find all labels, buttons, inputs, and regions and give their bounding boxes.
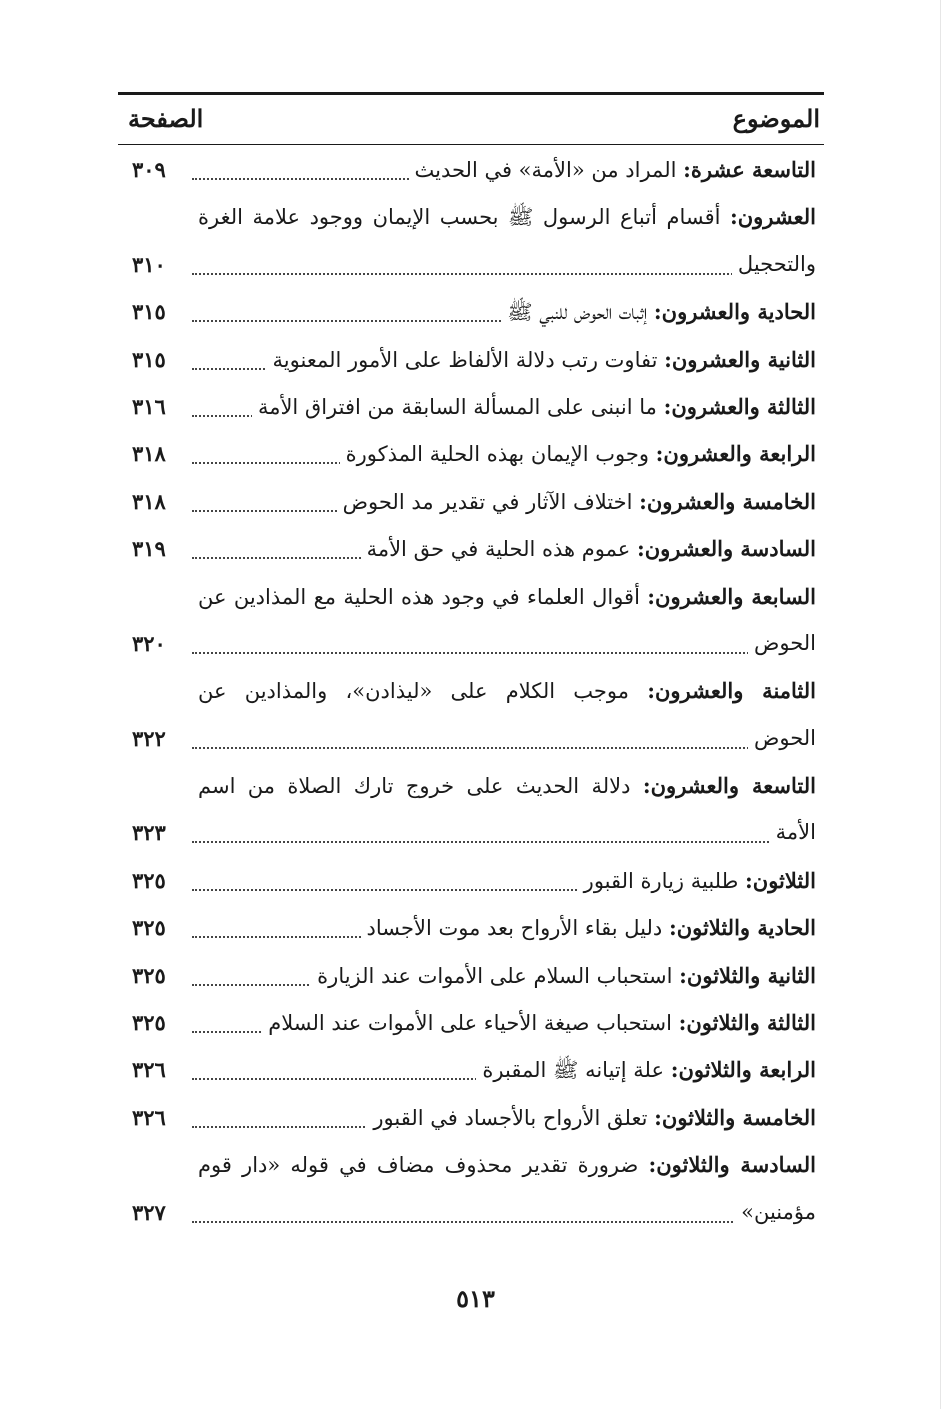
toc-entry-line xyxy=(118,288,824,335)
entry-description: الحوض xyxy=(753,725,816,750)
entry-text xyxy=(192,762,816,810)
entry-page-number: ٣٠٩ xyxy=(132,157,166,182)
entry-description: مؤمنين» xyxy=(741,1199,816,1224)
toc-entry-line xyxy=(118,193,824,240)
entry-title: التاسعة عشرة: xyxy=(683,157,816,182)
entry-text xyxy=(748,620,816,667)
leader-dots xyxy=(192,745,816,749)
toc-entry-line xyxy=(118,525,824,572)
entry-text xyxy=(192,1141,816,1189)
toc-entry-line xyxy=(118,146,824,193)
entry-text xyxy=(367,1094,816,1142)
entry-text xyxy=(192,573,816,621)
entry-description: موجب الكلام على «ليذادن»، والمذادين عن xyxy=(198,679,629,704)
entry-page-number: ٣٢٧ xyxy=(132,1199,166,1225)
toc-entry-line xyxy=(118,478,824,525)
toc-entry-line xyxy=(118,241,824,288)
entry-page-number: ٣٢٦ xyxy=(132,1057,166,1083)
entry-description: علة إتيانه ﷺ المقبرة xyxy=(482,1058,664,1083)
entry-text xyxy=(267,336,816,384)
entry-title: الثالثة والعشرون: xyxy=(663,393,816,419)
entry-title: التاسعة والعشرون: xyxy=(642,773,816,799)
entry-page-number: ٣٢٣ xyxy=(132,820,166,846)
leader-dots xyxy=(192,839,816,843)
entry-title: الخامسة والعشرون: xyxy=(639,488,816,514)
entry-page-number: ٣٢٥ xyxy=(132,962,166,988)
entry-text xyxy=(337,478,816,526)
toc-entry-line xyxy=(118,715,824,762)
toc-entry-line xyxy=(118,383,824,430)
entry-page-number: ٣١٥ xyxy=(132,299,166,325)
entry-page-number: ٣٢٢ xyxy=(132,725,166,751)
entry-description: تعلق الأرواح بالأجساد في القبور xyxy=(373,1105,648,1130)
page-number: ٥١٣ xyxy=(456,1284,495,1313)
entry-title: الرابعة والثلاثون: xyxy=(670,1057,816,1083)
toc-entry-line xyxy=(118,1046,824,1093)
toc-entry-line xyxy=(118,667,824,714)
entry-title: الحادية والعشرون: xyxy=(653,299,816,325)
entry-page-number: ٣٢٥ xyxy=(132,1010,166,1036)
entry-page-number: ٣٢٥ xyxy=(132,915,166,941)
entry-title: الثالثة والثلاثون: xyxy=(678,1010,816,1036)
entry-description: الحوض xyxy=(753,630,816,655)
entry-page-number: ٣١٠ xyxy=(132,251,166,277)
entry-description: أقسام أتباع الرسول ﷺ بحسب الإيمان ووجود علامة الغرة xyxy=(198,205,721,230)
leader-dots xyxy=(192,1219,816,1223)
toc-entry-line xyxy=(118,430,824,477)
entry-description: استحباب صيغة الأحياء على الأموات عند السلام xyxy=(268,1011,672,1036)
entry-title: السادسة والثلاثون: xyxy=(648,1152,816,1178)
toc-entry-line xyxy=(118,1189,824,1236)
page-edge xyxy=(940,0,941,1409)
toc-entry-line xyxy=(118,952,824,999)
entry-page-number: ٣٢٠ xyxy=(132,630,166,656)
entry-text xyxy=(732,241,816,288)
toc-header xyxy=(118,98,824,140)
entry-description: تفاوت رتب دلالة الألفاظ على الأمور المعنوية xyxy=(272,347,658,372)
entry-description: أقوال العلماء في وجود هذه الحلية مع المذادين عن xyxy=(198,584,640,609)
entry-title: السادسة والعشرون: xyxy=(636,536,816,562)
entry-description: المراد من «الأمة» في الحديث xyxy=(414,158,677,182)
entry-description: ضرورة تقدير محذوف مضاف في قوله «دار قوم xyxy=(198,1153,639,1178)
entry-text xyxy=(311,952,816,1000)
toc-entry-line xyxy=(118,336,824,383)
entry-title: السابعة والعشرون: xyxy=(647,583,816,609)
header-bottom-rule xyxy=(118,144,824,145)
entry-title: الثانية والثلاثون: xyxy=(679,962,816,988)
entry-title: الرابعة والعشرون: xyxy=(655,441,816,467)
entry-description: دلالة الحديث على خروج تارك الصلاة من اسم xyxy=(198,774,631,799)
entry-text xyxy=(192,193,816,241)
entry-page-number: ٣٢٥ xyxy=(132,867,166,893)
entry-page-number: ٣٢٦ xyxy=(132,1104,166,1130)
entry-description: الأمة xyxy=(775,820,816,845)
leader-dots xyxy=(192,271,816,275)
entry-description: اختلاف الآثار في تقدير مد الحوض xyxy=(342,489,633,514)
entry-title: العشرون: xyxy=(729,204,816,230)
entry-description: إثبات الحوض للنبي ﷺ xyxy=(507,300,648,325)
entry-description: وجوب الإيمان بهذه الحلية المذكورة xyxy=(345,442,649,467)
toc-entry-line xyxy=(118,857,824,904)
entry-text xyxy=(409,146,816,194)
entry-title: الثامنة والعشرون: xyxy=(647,678,816,704)
entry-text xyxy=(262,999,816,1047)
table-of-contents xyxy=(118,146,824,1236)
entry-page-number: ٣١٨ xyxy=(132,441,166,467)
entry-text xyxy=(476,1046,816,1094)
entry-text xyxy=(748,715,816,762)
entry-text xyxy=(252,383,816,431)
entry-description: عموم هذه الحلية في حق الأمة xyxy=(366,537,631,562)
entry-page-number: ٣١٩ xyxy=(132,536,166,562)
entry-text xyxy=(340,430,816,478)
entry-title: الثلاثون: xyxy=(745,867,816,893)
entry-description: دليل بقاء الأرواح بعد موت الأجساد xyxy=(366,916,663,941)
leader-dots xyxy=(192,650,816,654)
topic-column-heading: الموضوع xyxy=(732,104,820,133)
entry-text xyxy=(578,857,816,905)
entry-description: طلبية زيارة القبور xyxy=(583,868,739,893)
page-column-heading: الصفحة xyxy=(128,104,204,133)
entry-text xyxy=(501,288,816,336)
toc-entry-line xyxy=(118,809,824,856)
toc-entry-line xyxy=(118,1141,824,1188)
entry-page-number: ٣١٨ xyxy=(132,488,166,514)
toc-entry-line xyxy=(118,999,824,1046)
toc-entry-line xyxy=(118,573,824,620)
toc-entry-line xyxy=(118,904,824,951)
header-top-rule xyxy=(118,92,824,95)
entry-title: الثانية والعشرون: xyxy=(664,346,816,372)
entry-text xyxy=(361,525,816,573)
toc-entry-line xyxy=(118,620,824,667)
entry-text xyxy=(735,1189,816,1236)
toc-entry-line xyxy=(118,762,824,809)
entry-description: والتحجيل xyxy=(737,251,816,276)
entry-description: ما انبنى على المسألة السابقة من افتراق الأمة xyxy=(257,394,657,419)
entry-description: استحباب السلام على الأموات عند الزيارة xyxy=(317,963,673,988)
entry-text xyxy=(770,809,816,856)
entry-title: الحادية والثلاثون: xyxy=(668,915,816,941)
entry-text xyxy=(361,904,816,952)
entry-page-number: ٣١٦ xyxy=(132,393,166,419)
entry-page-number: ٣١٥ xyxy=(132,346,166,372)
entry-title: الخامسة والثلاثون: xyxy=(654,1104,816,1130)
entry-text xyxy=(192,667,816,715)
toc-entry-line xyxy=(118,1094,824,1141)
